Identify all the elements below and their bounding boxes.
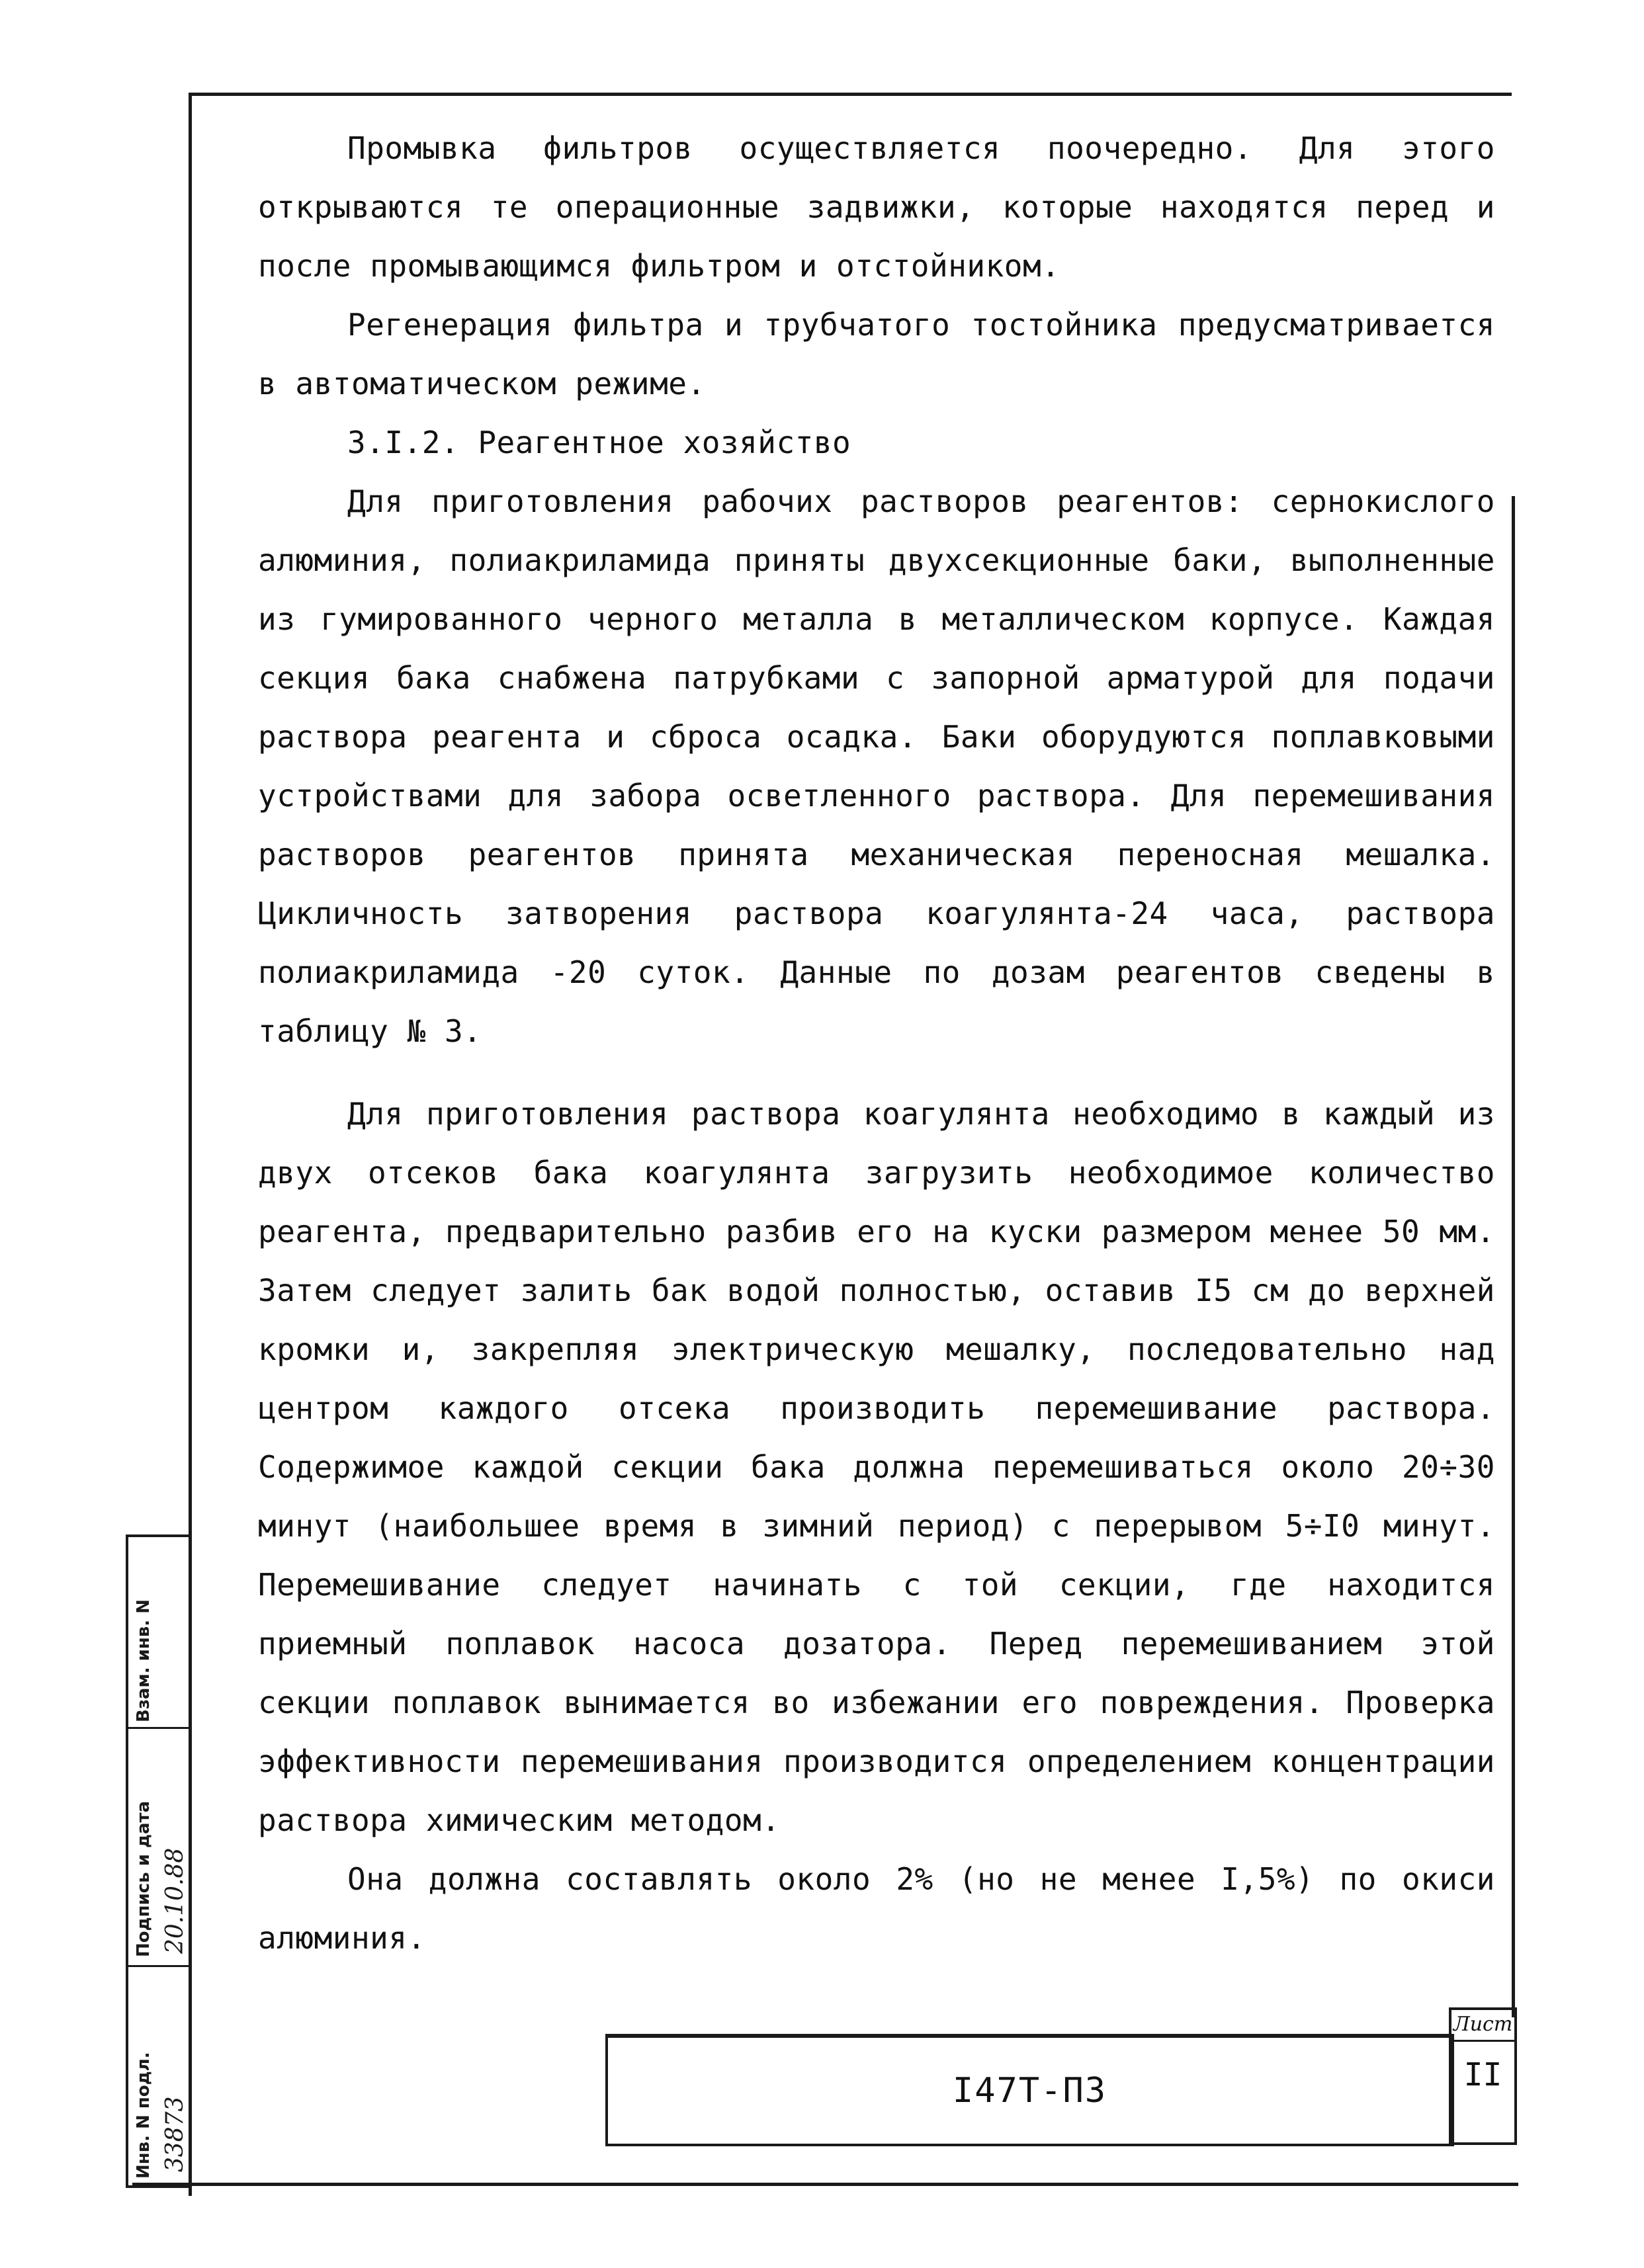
stamp-inventory-number: 33873 [161, 2096, 189, 2172]
stamp-inventory-label: Инв. N подл. [134, 2052, 153, 2179]
paragraph-regeneration: Регенерация фильтра и трубчатого тостойника предусматривается в автоматическом режиме. [258, 307, 1495, 401]
frame-top-border [189, 93, 1512, 96]
frame-bottom-border [132, 2183, 1518, 2186]
approval-stamp [126, 1534, 191, 2188]
paragraph-filter-washing: Промывка фильтров осуществляется поочередно. Для этого открываются те операционные задвижки, которые находятся перед и после промывающимся фильтром и отстойником. [258, 130, 1495, 284]
stamp-cell-signature [128, 1729, 191, 1967]
paragraph-concentration: Она должна составлять около 2% (но не менее I,5%) по окиси алюминия. [258, 1861, 1495, 1956]
stamp-signature-label: Подпись и дата [134, 1800, 153, 1957]
stamp-cell-replace [128, 1537, 191, 1729]
document-code: I47Т-ПЗ [952, 2071, 1107, 2111]
stamp-signature-date: 20.10.88 [161, 1847, 189, 1954]
sheet-number: II [1463, 2056, 1502, 2093]
section-heading-reagent-facility: 3.I.2. Реагентное хозяйство [347, 425, 851, 460]
frame-right-border [1512, 496, 1515, 2017]
stamp-replace-label: Взам. инв. N [134, 1599, 153, 1722]
sheet-number-box [1449, 2007, 1517, 2145]
paragraph-reagent-tanks: Для приготовления рабочих растворов реагентов: сернокислого алюминия, полиакриламида приняты двухсекционные баки, выполненные из гумированного черного металла в металлическом корпусе. Каждая секция бака снабжена патрубками с запорной арматурой для подачи раствора реагента и сброса осадка. Баки оборудуются поплавковыми устройствами для забора осветленного раствора. Для перемешивания растворов реагентов принята механическая переносная мешалка. Цикличность затворения раствора коагулянта-24 часа, раствора полиакриламида -20 суток. Данные по дозам реагентов сведены в таблицу № 3. [258, 483, 1495, 1049]
stamp-cell-inventory [128, 1967, 191, 2185]
document-body [258, 119, 1495, 1968]
title-block [605, 2034, 1454, 2146]
sheet-label: Лист [1451, 2013, 1514, 2042]
paragraph-coagulant-preparation: Для приготовления раствора коагулянта необходимо в каждый из двух отсеков бака коагулянта загрузить необходимое количество реагента, предварительно разбив его на куски размером менее 50 мм. Затем следует залить бак водой полностью, оставив I5 см до верхней кромки и, закрепляя электрическую мешалку, последовательно над центром каждого отсека производить перемешивание раствора. Содержимое каждой секции бака должна перемешиваться около 20÷30 минут (наибольшее время в зимний период) с перерывом 5÷I0 минут. Перемешивание следует начинать с той секции, где находится приемный поплавок насоса дозатора. Перед перемешиванием этой секции поплавок вынимается во избежании его повреждения. Проверка эффективности перемешивания производится определением концентрации раствора химическим методом. [258, 1096, 1495, 1838]
